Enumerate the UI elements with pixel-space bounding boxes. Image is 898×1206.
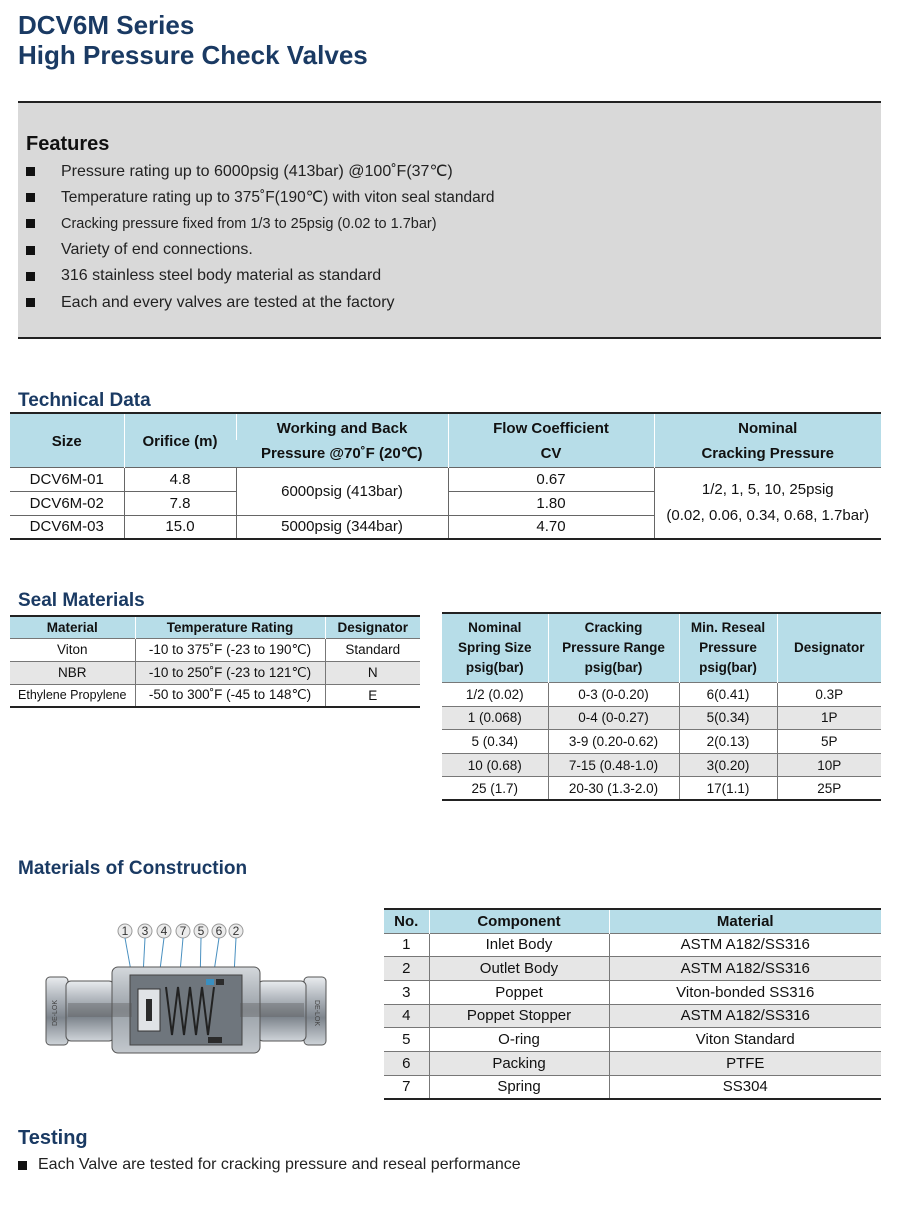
col-size: Size	[10, 413, 124, 467]
designator-cell: 0.3P	[777, 683, 881, 707]
orifice-cell: 7.8	[124, 491, 236, 515]
component-cell: O-ring	[429, 1028, 609, 1052]
col-cracking-range: Cracking Pressure Range psig(bar)	[548, 613, 679, 683]
component-cell: Spring	[429, 1075, 609, 1099]
table-row	[10, 684, 420, 707]
no-cell: 6	[384, 1051, 429, 1075]
feature-item: Temperature rating up to 375˚F(190℃) with viton seal standard	[26, 184, 495, 210]
svg-text:1: 1	[121, 924, 129, 938]
testing-heading: Testing	[18, 1127, 88, 1149]
no-cell: 2	[384, 957, 429, 981]
series-title: DCV6M Series	[18, 10, 195, 40]
designator-cell: 5P	[777, 730, 881, 754]
component-cell: Packing	[429, 1051, 609, 1075]
reseal-cell: 17(1.1)	[679, 777, 777, 801]
table-row	[384, 1075, 881, 1099]
table-row	[384, 1028, 881, 1052]
bullet-square-icon	[26, 219, 35, 228]
bullet-square-icon	[26, 298, 35, 307]
col-flow-coefficient: Flow Coefficient	[448, 413, 654, 440]
features-list	[26, 158, 495, 316]
col-designator: Designator	[325, 616, 420, 638]
temperature-cell: -10 to 250˚F (-23 to 121℃)	[135, 661, 325, 684]
size-cell: DCV6M-02	[10, 491, 124, 515]
no-cell: 5	[384, 1028, 429, 1052]
svg-text:3: 3	[141, 924, 149, 938]
reseal-cell: 6(0.41)	[679, 683, 777, 707]
pressure-cell: 5000psig (344bar)	[236, 515, 448, 539]
feature-item: Pressure rating up to 6000psig (413bar) @100˚F(37℃)	[26, 158, 495, 184]
no-cell: 4	[384, 1004, 429, 1028]
svg-text:7: 7	[179, 924, 187, 938]
table-row	[10, 661, 420, 684]
cv-cell: 1.80	[448, 491, 654, 515]
material-cell: ASTM A182/SS316	[609, 957, 881, 981]
bullet-square-icon	[26, 167, 35, 176]
size-cell: DCV6M-01	[10, 467, 124, 491]
pressure-cell: 6000psig (413bar)	[236, 467, 448, 515]
col-reseal-pressure: Min. Reseal Pressure psig(bar)	[679, 613, 777, 683]
col-temperature: Temperature Rating	[135, 616, 325, 638]
orifice-cell: 15.0	[124, 515, 236, 539]
callout-6	[212, 924, 226, 938]
table-row	[442, 730, 881, 754]
table-row	[442, 777, 881, 801]
col-orifice: Orifice (m)	[124, 413, 236, 467]
orifice-cell: 4.8	[124, 467, 236, 491]
table-row	[442, 683, 881, 707]
feature-item: 316 stainless steel body material as standard	[26, 263, 495, 289]
table-row	[10, 638, 420, 661]
feature-item: Each and every valves are tested at the factory	[26, 289, 495, 315]
no-cell: 1	[384, 933, 429, 957]
spring-size-cell: 1/2 (0.02)	[442, 683, 548, 707]
col-working-pressure: Working and Back	[236, 413, 448, 440]
testing-item: Each Valve are tested for cracking pressure and reseal performance	[18, 1156, 521, 1174]
spring-table	[442, 612, 881, 801]
brand-label-right: DE-LOK	[313, 999, 320, 1027]
material-cell: NBR	[10, 661, 135, 684]
table-row	[384, 1051, 881, 1075]
valve-cutaway-diagram	[38, 915, 334, 1085]
callout-2	[229, 924, 243, 938]
features-heading: Features	[26, 133, 110, 155]
technical-data-heading: Technical Data	[18, 390, 151, 411]
material-cell: ASTM A182/SS316	[609, 1004, 881, 1028]
cv-cell: 4.70	[448, 515, 654, 539]
spring-size-cell: 1 (0.068)	[442, 706, 548, 730]
material-cell: ASTM A182/SS316	[609, 933, 881, 957]
temperature-cell: -50 to 300˚F (-45 to 148℃)	[135, 684, 325, 707]
svg-text:2: 2	[232, 924, 240, 938]
designator-cell: N	[325, 661, 420, 684]
range-cell: 20-30 (1.3-2.0)	[548, 777, 679, 801]
callout-1	[118, 924, 132, 938]
bullet-square-icon	[26, 193, 35, 202]
page-subtitle: High Pressure Check Valves	[18, 40, 368, 70]
col-spring-designator: Designator	[777, 613, 881, 683]
col-no: No.	[384, 909, 429, 933]
range-cell: 3-9 (0.20-0.62)	[548, 730, 679, 754]
designator-cell: 25P	[777, 777, 881, 801]
bullet-square-icon	[26, 246, 35, 255]
spring-size-cell: 10 (0.68)	[442, 753, 548, 777]
no-cell: 7	[384, 1075, 429, 1099]
table-row	[442, 706, 881, 730]
technical-data-table	[10, 412, 881, 540]
col-component: Component	[429, 909, 609, 933]
component-cell: Outlet Body	[429, 957, 609, 981]
table-row	[384, 957, 881, 981]
col-spring-size: Nominal Spring Size psig(bar)	[442, 613, 548, 683]
seal-materials-heading: Seal Materials	[18, 590, 145, 611]
table-row	[384, 1004, 881, 1028]
col-material: Material	[10, 616, 135, 638]
table-row	[384, 933, 881, 957]
col-cracking-pressure-sub: Cracking Pressure	[654, 440, 881, 467]
col-flow-coefficient-sub: CV	[448, 440, 654, 467]
seal-materials-table	[10, 615, 420, 708]
material-cell: PTFE	[609, 1051, 881, 1075]
material-cell: Viton-bonded SS316	[609, 980, 881, 1004]
material-cell: SS304	[609, 1075, 881, 1099]
cracking-cell: 1/2, 1, 5, 10, 25psig (0.02, 0.06, 0.34, 0.68, 1.7bar)	[654, 467, 881, 539]
svg-text:4: 4	[160, 924, 168, 938]
svg-text:6: 6	[215, 924, 223, 938]
range-cell: 7-15 (0.48-1.0)	[548, 753, 679, 777]
brand-label-left: DE-LOK	[52, 999, 59, 1027]
designator-cell: E	[325, 684, 420, 707]
no-cell: 3	[384, 980, 429, 1004]
spring-size-cell: 25 (1.7)	[442, 777, 548, 801]
component-cell: Poppet	[429, 980, 609, 1004]
table-row	[384, 980, 881, 1004]
reseal-cell: 5(0.34)	[679, 706, 777, 730]
callout-labels	[118, 924, 243, 938]
material-cell: Viton	[10, 638, 135, 661]
col-working-pressure-sub: Pressure @70˚F (20℃)	[236, 440, 448, 467]
designator-cell: Standard	[325, 638, 420, 661]
callout-5	[194, 924, 208, 938]
designator-cell: 1P	[777, 706, 881, 730]
material-cell: Ethylene Propylene	[10, 684, 135, 707]
material-cell: Viton Standard	[609, 1028, 881, 1052]
range-cell: 0-3 (0-0.20)	[548, 683, 679, 707]
construction-heading: Materials of Construction	[18, 858, 248, 879]
col-material: Material	[609, 909, 881, 933]
callout-4	[157, 924, 171, 938]
table-row	[10, 467, 881, 491]
col-cracking-pressure: Nominal	[654, 413, 881, 440]
component-cell: Inlet Body	[429, 933, 609, 957]
bullet-square-icon	[26, 272, 35, 281]
range-cell: 0-4 (0-0.27)	[548, 706, 679, 730]
reseal-cell: 3(0.20)	[679, 753, 777, 777]
callout-3	[138, 924, 152, 938]
bullet-square-icon	[18, 1161, 27, 1170]
spring-size-cell: 5 (0.34)	[442, 730, 548, 754]
feature-item: Variety of end connections.	[26, 237, 495, 263]
callout-7	[176, 924, 190, 938]
size-cell: DCV6M-03	[10, 515, 124, 539]
feature-item: Cracking pressure fixed from 1/3 to 25psig (0.02 to 1.7bar)	[26, 211, 495, 237]
temperature-cell: -10 to 375˚F (-23 to 190℃)	[135, 638, 325, 661]
component-cell: Poppet Stopper	[429, 1004, 609, 1028]
svg-text:5: 5	[197, 924, 205, 938]
cv-cell: 0.67	[448, 467, 654, 491]
construction-table	[384, 908, 881, 1100]
designator-cell: 10P	[777, 753, 881, 777]
features-panel	[18, 101, 881, 339]
reseal-cell: 2(0.13)	[679, 730, 777, 754]
table-row	[442, 753, 881, 777]
